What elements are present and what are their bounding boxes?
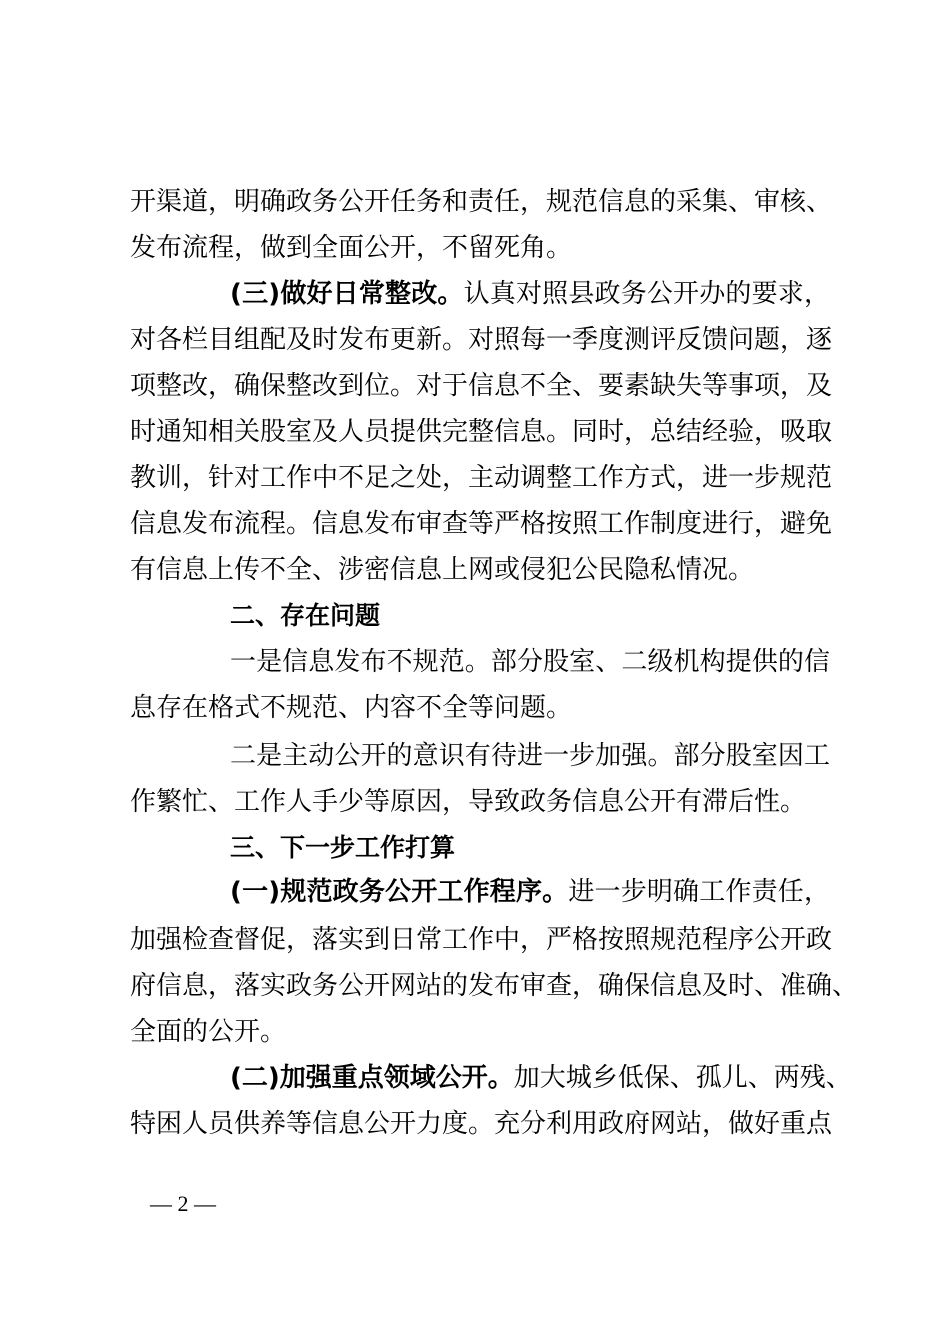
paragraph-line: 有信息上传不全、涉密信息上网或侵犯公民隐私情况。	[130, 555, 755, 585]
paragraph-text: 加大城乡低保、孤儿、两残、	[513, 1063, 852, 1093]
paragraph-line: 府信息，落实政务公开网站的发布审查，确保信息及时、准确、	[130, 971, 859, 1001]
paragraph-line	[230, 1062, 852, 1094]
paragraph-line: 项整改，确保整改到位。对于信息不全、要素缺失等事项，及	[130, 371, 833, 401]
paragraph-line	[230, 876, 830, 908]
section-lead: (二)加强重点领域公开。	[230, 1063, 514, 1093]
paragraph-text: 进一步明确工作责任，	[568, 877, 830, 907]
paragraph-text: 认真对照县政务公开办的要求，	[463, 279, 830, 309]
paragraph-line: 特困人员供养等信息公开力度。充分利用政府网站，做好重点	[130, 1109, 833, 1139]
paragraph-line: 发布流程，做到全面公开，不留死角。	[130, 233, 573, 263]
paragraph-line: 对各栏目组配及时发布更新。对照每一季度测评反馈问题，逐	[130, 325, 833, 355]
paragraph-line: 二是主动公开的意识有待进一步加强。部分股室因工	[230, 741, 830, 771]
section-lead: (一)规范政务公开工作程序。	[230, 877, 569, 907]
section-heading: 三、下一步工作打算	[230, 833, 456, 862]
paragraph-line: 加强检查督促，落实到日常工作中，严格按照规范程序公开政	[130, 925, 833, 955]
paragraph-line: 作繁忙、工作人手少等原因，导致政务信息公开有滞后性。	[130, 787, 807, 817]
paragraph-line: 教训，针对工作中不足之处，主动调整工作方式，进一步规范	[130, 463, 833, 493]
section-lead: (三)做好日常整改。	[230, 279, 464, 309]
paragraph-line: 一是信息发布不规范。部分股室、二级机构提供的信	[230, 647, 830, 677]
paragraph-line: 时通知相关股室及人员提供完整信息。同时，总结经验，吸取	[130, 417, 833, 447]
paragraph-line	[230, 278, 830, 310]
paragraph-line: 息存在格式不规范、内容不全等问题。	[130, 693, 573, 723]
paragraph-line: 全面的公开。	[130, 1017, 287, 1047]
paragraph-line: 开渠道，明确政务公开任务和责任，规范信息的采集、审核、	[130, 187, 833, 217]
section-heading: 二、存在问题	[230, 601, 381, 630]
paragraph-line: 信息发布流程。信息发布审查等严格按照工作制度进行，避免	[130, 509, 833, 539]
page-number: — 2 —	[150, 1191, 216, 1216]
